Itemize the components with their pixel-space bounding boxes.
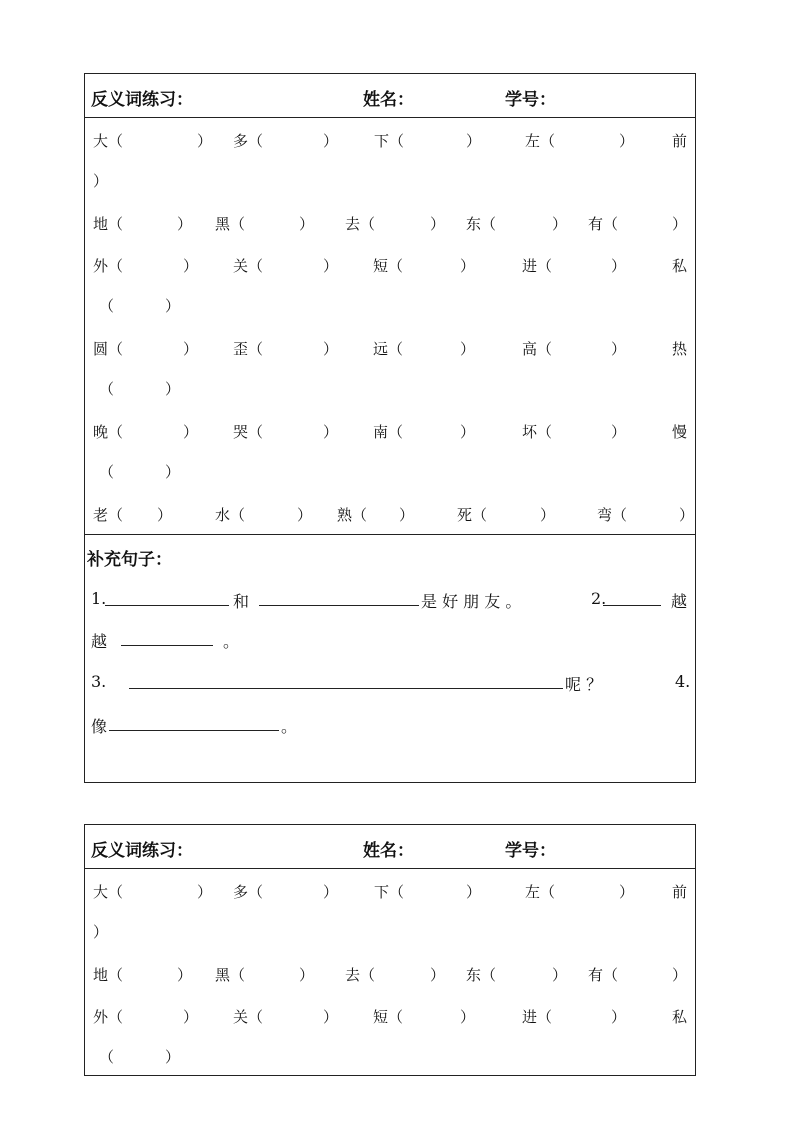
antonym-word: 进（	[522, 1008, 553, 1026]
antonym-close: ）	[93, 923, 109, 941]
antonym-close: ）	[165, 297, 181, 315]
antonym-open: （	[99, 1048, 115, 1066]
antonym-close: ）	[323, 132, 339, 150]
antonym-row	[85, 166, 695, 196]
antonym-row	[85, 1042, 695, 1072]
antonym-word: 短（	[373, 1008, 404, 1026]
antonym-close: ）	[611, 423, 627, 441]
sentence-number: 1.	[91, 589, 107, 608]
antonym-word: 死（	[457, 506, 488, 524]
sentence-section	[85, 534, 695, 736]
antonym-word: 前	[672, 883, 688, 901]
antonym-close: ）	[197, 883, 213, 901]
antonym-word: 去（	[345, 966, 376, 984]
sentence-number: 4.	[675, 672, 691, 691]
sentence-section-title: 补充句子：	[87, 550, 172, 570]
antonym-word: 私	[672, 257, 688, 275]
antonym-row	[85, 251, 695, 281]
name-label: 姓名：	[363, 841, 414, 861]
antonym-row	[85, 374, 695, 404]
antonym-word: 晚（	[93, 423, 124, 441]
antonym-word: 左（	[525, 883, 556, 901]
antonym-close: ）	[183, 423, 199, 441]
antonym-close: ）	[460, 423, 476, 441]
antonym-word: 黑（	[215, 966, 246, 984]
antonym-word: 熟（	[337, 506, 368, 524]
antonym-word: 关（	[233, 257, 264, 275]
antonym-word: 去（	[345, 215, 376, 233]
answer-blank[interactable]	[603, 587, 661, 606]
antonym-open: （	[99, 463, 115, 481]
antonym-word: 前	[672, 132, 688, 150]
antonym-word: 下（	[374, 883, 405, 901]
antonym-close: ）	[323, 883, 339, 901]
antonym-row	[85, 500, 695, 530]
antonym-close: ）	[299, 966, 315, 984]
antonym-word: 私	[672, 1008, 688, 1026]
antonym-close: ）	[177, 215, 193, 233]
antonym-word: 歪（	[233, 340, 264, 358]
antonym-open: （	[99, 380, 115, 398]
antonym-word: 下（	[374, 132, 405, 150]
antonym-word: 大（	[93, 883, 124, 901]
worksheet-title: 反义词练习：	[91, 841, 193, 861]
antonym-close: ）	[399, 506, 415, 524]
antonym-close: ）	[619, 132, 635, 150]
antonym-row	[85, 877, 695, 907]
antonym-word: 老（	[93, 506, 124, 524]
antonym-open: （	[99, 297, 115, 315]
antonym-close: ）	[323, 1008, 339, 1026]
antonym-close: ）	[611, 1008, 627, 1026]
antonym-word: 多（	[233, 132, 264, 150]
antonym-close: ）	[460, 1008, 476, 1026]
answer-blank[interactable]	[109, 712, 279, 731]
antonym-close: ）	[672, 215, 688, 233]
worksheet-title: 反义词练习：	[91, 90, 193, 110]
antonym-row	[85, 291, 695, 321]
antonym-close: ）	[619, 883, 635, 901]
antonym-close: ）	[611, 340, 627, 358]
sentence-number: 3.	[91, 672, 107, 691]
antonym-row	[85, 209, 695, 239]
antonym-row	[85, 126, 695, 156]
sentence-text: 像	[91, 717, 108, 736]
antonym-close: ）	[157, 506, 173, 524]
worksheet-header	[85, 825, 695, 869]
antonym-word: 坏（	[522, 423, 553, 441]
antonym-close: ）	[466, 132, 482, 150]
antonym-close: ）	[177, 966, 193, 984]
sentence-text: 是 好 朋 友 。	[421, 592, 522, 611]
antonym-close: ）	[679, 506, 695, 524]
antonym-word: 热	[672, 340, 688, 358]
sentence-text: 越	[91, 632, 108, 651]
antonym-word: 高（	[522, 340, 553, 358]
antonym-row	[85, 457, 695, 487]
sentence-text: 和	[233, 592, 250, 611]
antonym-word: 弯（	[597, 506, 628, 524]
antonym-close: ）	[552, 215, 568, 233]
sentence-text: 。	[223, 632, 240, 651]
sentence-text: 呢 ？	[565, 675, 603, 694]
sentence-text: 。	[281, 717, 298, 736]
antonym-close: ）	[165, 1048, 181, 1066]
antonym-close: ）	[323, 340, 339, 358]
antonym-close: ）	[197, 132, 213, 150]
antonym-close: ）	[611, 257, 627, 275]
student-id-label: 学号：	[505, 841, 556, 861]
sentence-number: 2.	[591, 589, 607, 608]
antonym-word: 慢	[672, 423, 688, 441]
antonym-close: ）	[460, 257, 476, 275]
antonym-close: ）	[299, 215, 315, 233]
antonym-word: 东（	[466, 215, 497, 233]
antonym-row	[85, 334, 695, 364]
antonym-word: 进（	[522, 257, 553, 275]
antonym-word: 有（	[588, 215, 619, 233]
sentence-text: 越	[671, 592, 688, 611]
antonym-word: 远（	[373, 340, 404, 358]
antonym-word: 短（	[373, 257, 404, 275]
antonym-word: 有（	[588, 966, 619, 984]
answer-blank[interactable]	[259, 587, 419, 606]
antonym-close: ）	[165, 380, 181, 398]
antonym-close: ）	[323, 423, 339, 441]
antonym-row	[85, 960, 695, 990]
antonym-word: 水（	[215, 506, 246, 524]
antonym-close: ）	[552, 966, 568, 984]
antonym-close: ）	[460, 340, 476, 358]
antonym-word: 外（	[93, 257, 124, 275]
antonym-word: 大（	[93, 132, 124, 150]
antonym-close: ）	[183, 257, 199, 275]
antonym-close: ）	[183, 340, 199, 358]
antonym-word: 哭（	[233, 423, 264, 441]
antonym-close: ）	[466, 883, 482, 901]
answer-blank[interactable]	[129, 670, 563, 689]
antonym-close: ）	[183, 1008, 199, 1026]
antonym-word: 东（	[466, 966, 497, 984]
antonym-word: 左（	[525, 132, 556, 150]
antonym-word: 黑（	[215, 215, 246, 233]
antonym-row	[85, 917, 695, 947]
antonym-close: ）	[430, 966, 446, 984]
antonym-row	[85, 417, 695, 447]
antonym-close: ）	[672, 966, 688, 984]
antonym-word: 南（	[373, 423, 404, 441]
antonym-close: ）	[540, 506, 556, 524]
antonym-close: ）	[430, 215, 446, 233]
answer-blank[interactable]	[105, 587, 229, 606]
antonym-word: 多（	[233, 883, 264, 901]
antonym-close: ）	[93, 172, 109, 190]
student-id-label: 学号：	[505, 90, 556, 110]
antonym-close: ）	[323, 257, 339, 275]
antonym-close: ）	[297, 506, 313, 524]
answer-blank[interactable]	[121, 627, 213, 646]
antonym-word: 地（	[93, 215, 124, 233]
antonym-word: 关（	[233, 1008, 264, 1026]
worksheet-2	[84, 824, 696, 1076]
antonym-word: 外（	[93, 1008, 124, 1026]
worksheet-header	[85, 74, 695, 118]
antonym-close: ）	[165, 463, 181, 481]
antonym-word: 圆（	[93, 340, 124, 358]
antonym-word: 地（	[93, 966, 124, 984]
antonym-row	[85, 1002, 695, 1032]
name-label: 姓名：	[363, 90, 414, 110]
worksheet-1	[84, 73, 696, 783]
